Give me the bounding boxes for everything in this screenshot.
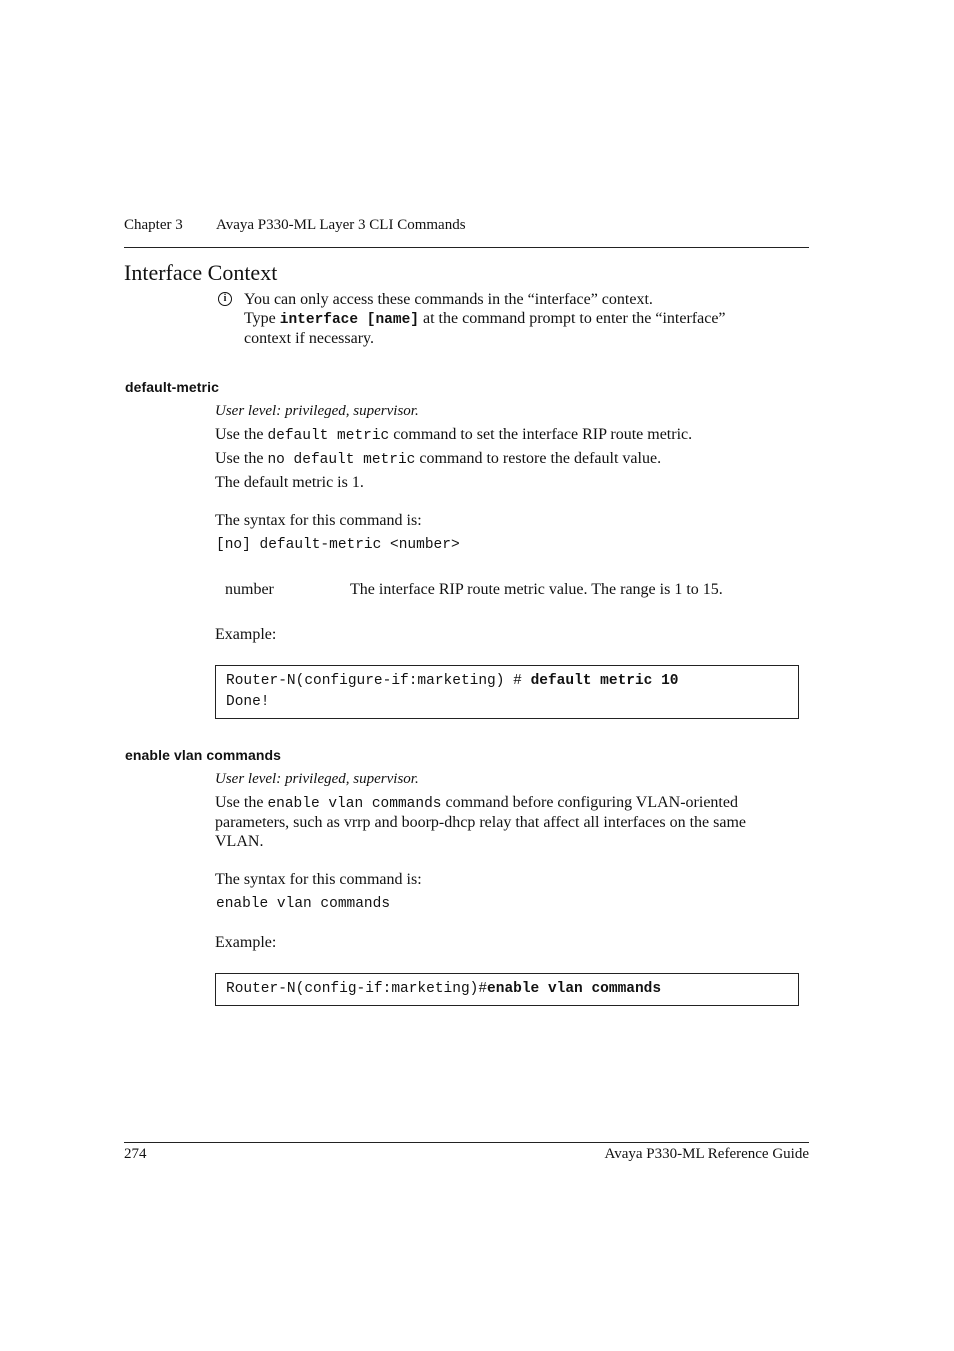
example-line-1	[226, 672, 679, 690]
default-metric-syntax-intro: The syntax for this command is:	[215, 512, 422, 529]
use2-pre: Use the	[215, 450, 264, 467]
example-command: default metric 10	[530, 673, 679, 689]
enable-example-line	[226, 980, 661, 998]
note-after-text: at the command prompt to enter the “interface”	[423, 310, 726, 327]
header-rule	[124, 247, 809, 248]
use1-post: command to set the interface RIP route metric.	[393, 426, 693, 443]
enable-vlan-use-line-2: parameters, such as vrrp and boorp-dhcp relay that affect all interfaces on the same	[215, 814, 747, 831]
footer-rule	[124, 1142, 809, 1143]
chapter-title: Avaya P330-ML Layer 3 CLI Commands	[216, 217, 466, 233]
enable-example-prompt: Router-N(config-if:marketing)#	[226, 981, 488, 997]
note-type-text: Type	[244, 310, 276, 327]
enable-vlan-use-line-1	[215, 793, 738, 814]
note-line-3: context if necessary.	[244, 330, 375, 347]
example-prompt: Router-N(configure-if:marketing) #	[226, 673, 531, 689]
enable-vlan-syntax: enable vlan commands	[216, 896, 391, 912]
use2-post: command to restore the default value.	[419, 450, 662, 467]
example-output: Done!	[226, 694, 270, 710]
default-metric-default-value: The default metric is 1.	[215, 474, 364, 491]
default-metric-use-2	[215, 449, 661, 470]
use1-command: default metric	[267, 428, 390, 444]
note-line-1: You can only access these commands in the “interface” context.	[244, 291, 653, 308]
default-metric-user-level: User level: privileged, supervisor.	[215, 403, 419, 419]
use1-pre: Use the	[215, 426, 264, 443]
default-metric-example-label: Example:	[215, 626, 277, 643]
enable-use-post: command before configuring VLAN-oriented	[445, 794, 738, 811]
note-line-2	[244, 309, 726, 330]
enable-example-command: enable vlan commands	[487, 981, 662, 997]
section-title: Interface Context	[124, 260, 278, 285]
default-metric-example-box	[215, 665, 799, 719]
chapter-label: Chapter 3	[124, 217, 183, 233]
default-metric-syntax: [no] default-metric <number>	[216, 537, 460, 553]
param-name: number	[225, 581, 274, 598]
enable-use-command: enable vlan commands	[267, 796, 442, 812]
use2-command: no default metric	[267, 452, 416, 468]
enable-vlan-use-line-3: VLAN.	[215, 833, 264, 850]
guide-title: Avaya P330-ML Reference Guide	[604, 1146, 809, 1162]
enable-vlan-user-level: User level: privileged, supervisor.	[215, 771, 419, 787]
default-metric-use-1	[215, 425, 692, 446]
page-number: 274	[124, 1146, 147, 1162]
info-icon: i	[218, 292, 232, 306]
enable-vlan-syntax-intro: The syntax for this command is:	[215, 871, 422, 888]
enable-vlan-example-box	[215, 973, 799, 1006]
default-metric-heading: default-metric	[125, 379, 219, 395]
note-command: interface [name]	[279, 312, 419, 328]
param-description: The interface RIP route metric value. The range is 1 to 15.	[350, 581, 723, 598]
enable-use-pre: Use the	[215, 794, 264, 811]
enable-vlan-heading: enable vlan commands	[125, 747, 282, 763]
enable-vlan-example-label: Example:	[215, 934, 277, 951]
